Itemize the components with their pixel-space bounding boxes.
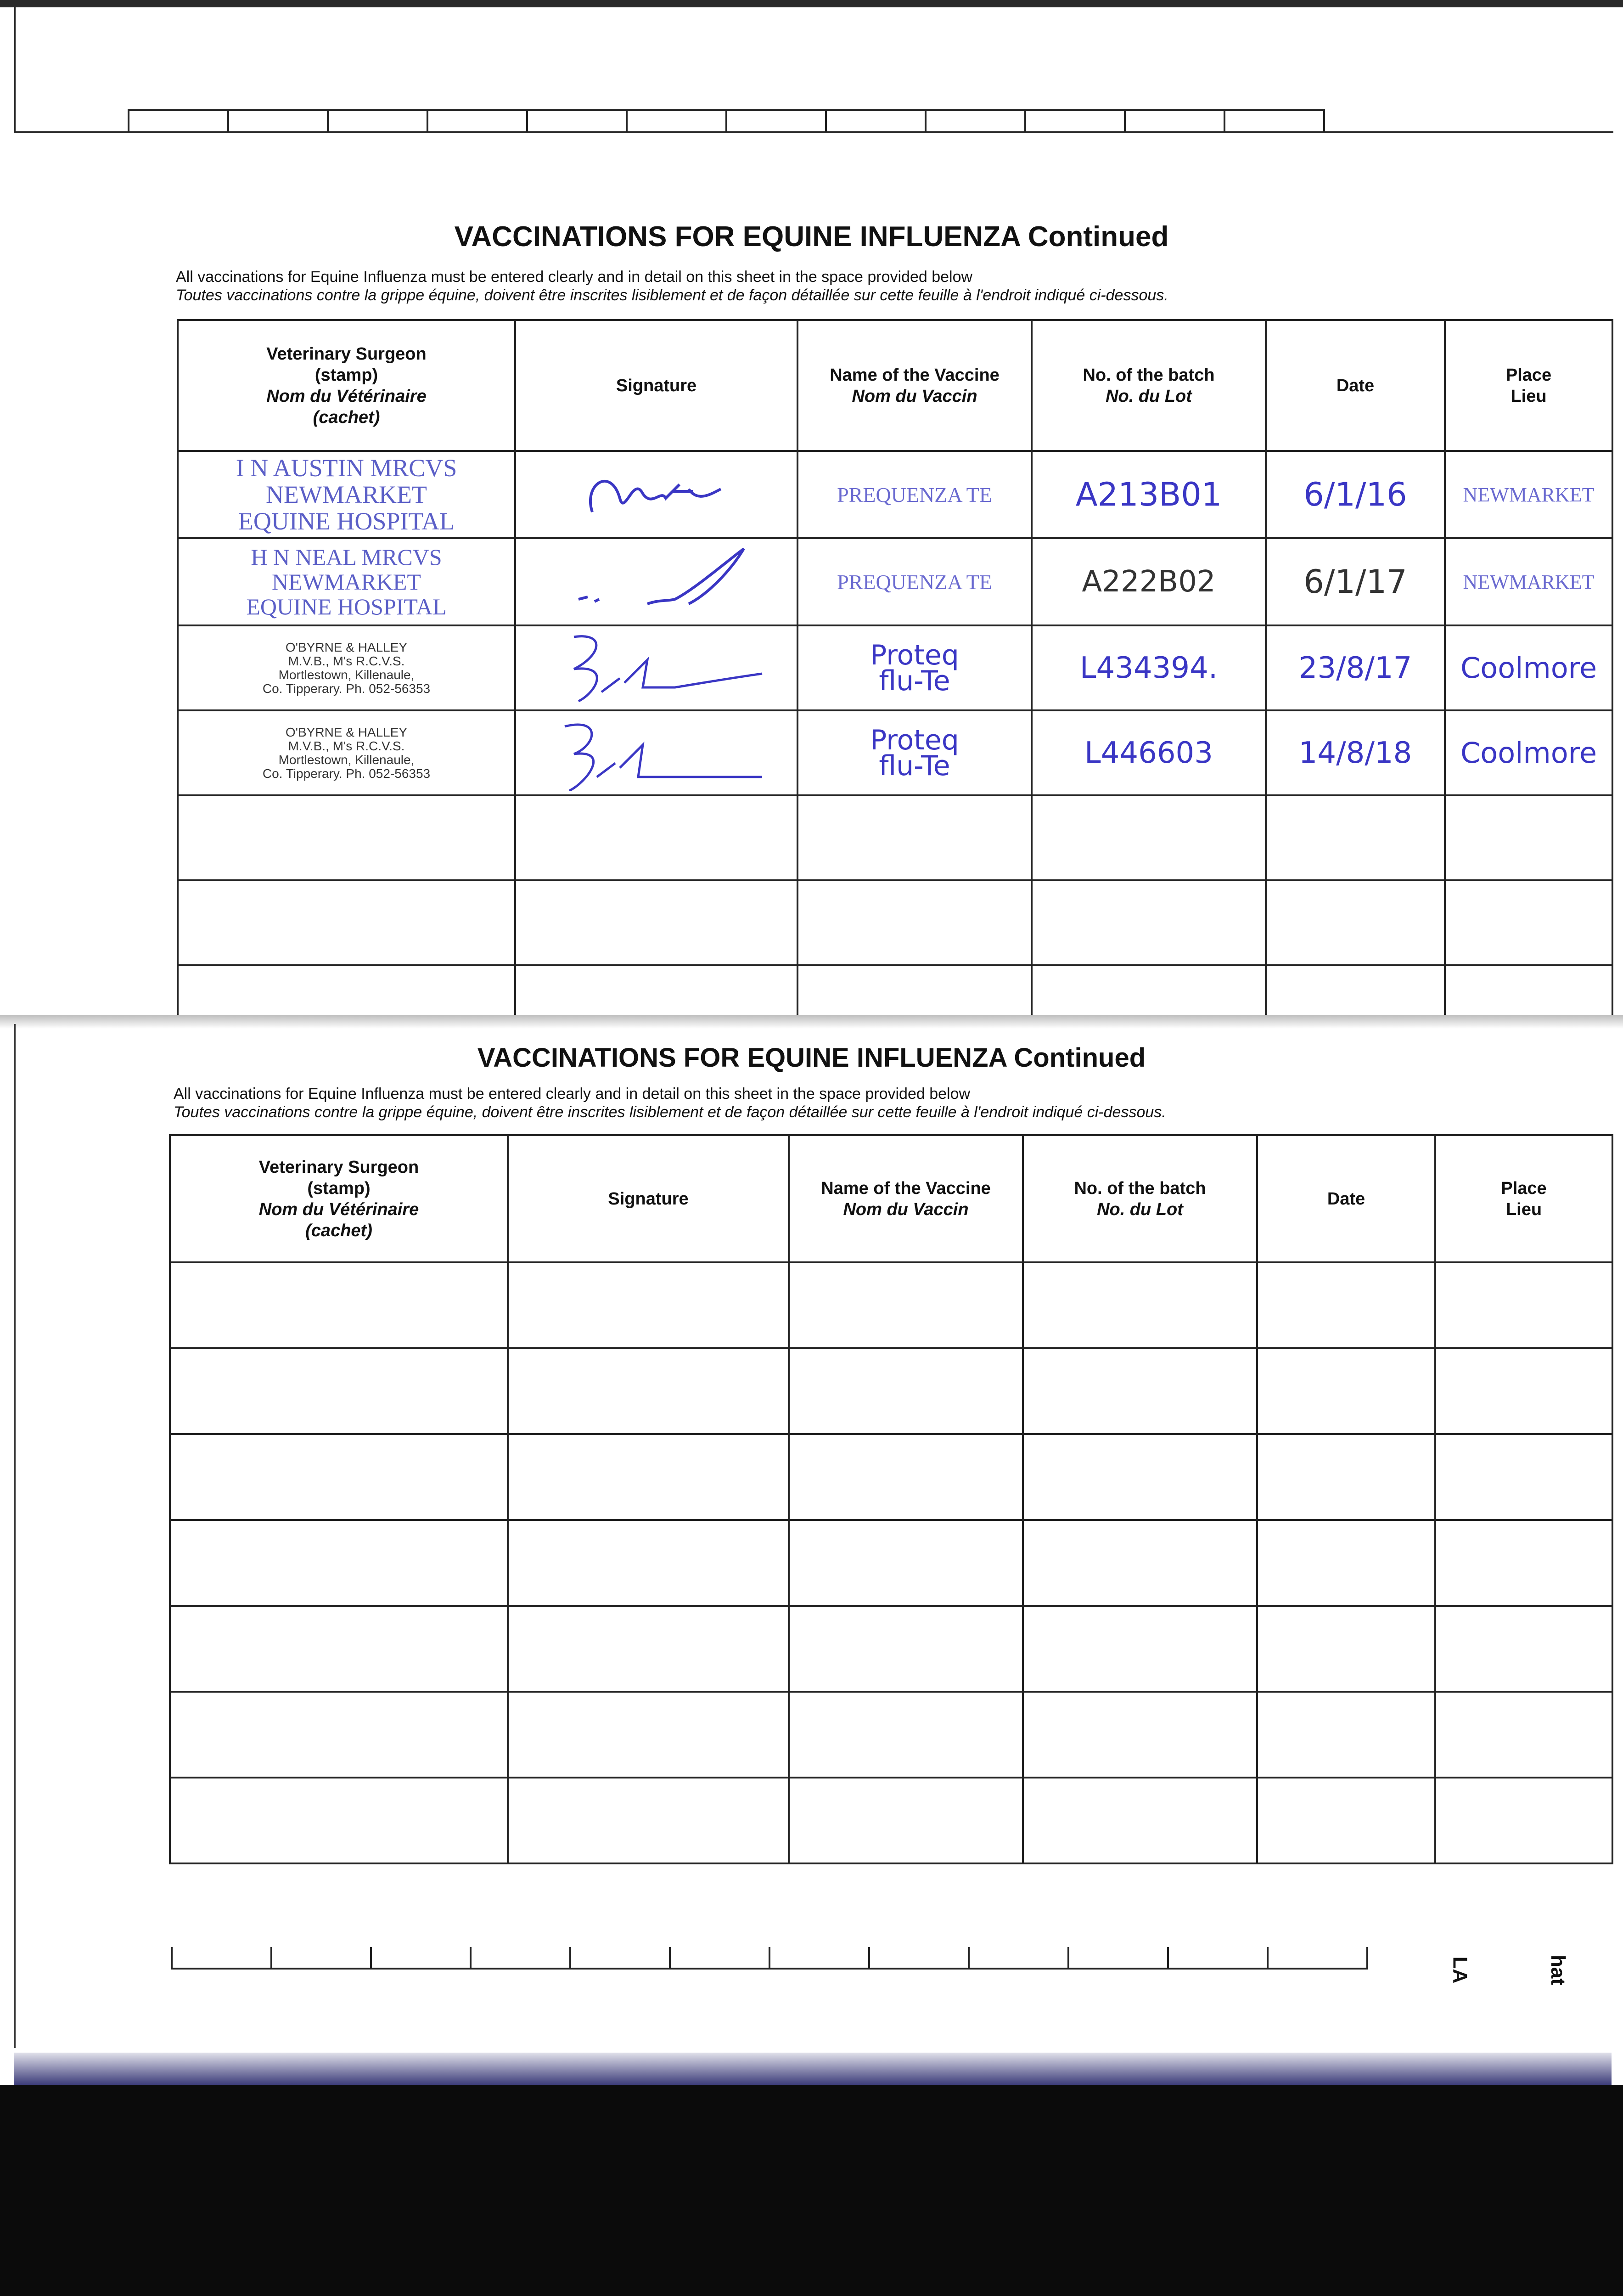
table-row	[170, 1606, 1612, 1692]
signature-cell	[515, 625, 797, 710]
vet-stamp: I N AUSTIN MRCVS NEWMARKET EQUINE HOSPITAL	[178, 451, 515, 538]
place-cell: NEWMARKET	[1445, 538, 1612, 625]
table-row	[170, 1778, 1612, 1863]
vaccination-table-upper	[177, 319, 1613, 1026]
vaccination-table-lower	[169, 1134, 1613, 1864]
date-cell: 23/8/17	[1266, 625, 1445, 710]
header-place: Place Lieu	[1445, 320, 1612, 451]
header-place: Place Lieu	[1435, 1135, 1612, 1262]
table-row	[170, 1262, 1612, 1348]
table-row	[170, 1434, 1612, 1520]
book-binding-edge	[14, 2053, 1612, 2085]
signature-cell	[515, 451, 797, 538]
table-row	[178, 795, 1612, 880]
instructions-en: All vaccinations for Equine Influenza must be entered clearly and in detail on this sheet in the space provided below	[174, 1085, 971, 1103]
date-cell: 6/1/16	[1266, 451, 1445, 538]
handwritten-signature	[574, 457, 739, 530]
table-row	[178, 880, 1612, 965]
vaccine-cell: Proteq flu-Te	[797, 625, 1032, 710]
table-row	[178, 710, 1612, 795]
vet-stamp: H N NEAL MRCVS NEWMARKET EQUINE HOSPITAL	[178, 538, 515, 625]
batch-cell: L434394.	[1032, 625, 1266, 710]
batch-cell: L446603	[1032, 710, 1266, 795]
header-vaccine: Name of the Vaccine Nom du Vaccin	[797, 320, 1032, 451]
instructions-fr: Toutes vaccinations contre la grippe équine, doivent être inscrites lisiblement et de façon détaillée sur cette feuille à l'endroit indiqué ci-dessous.	[174, 1103, 1166, 1121]
handwritten-signature	[546, 544, 767, 618]
batch-cell: A222B02	[1032, 538, 1266, 625]
table-header-row	[170, 1135, 1612, 1262]
scan-bottom-background	[0, 2085, 1623, 2296]
number-boxes-bottom	[171, 1947, 1368, 1970]
handwritten-signature	[546, 713, 767, 791]
header-batch: No. of the batch No. du Lot	[1032, 320, 1266, 451]
vaccine-cell: PREQUENZA TE	[797, 538, 1032, 625]
signature-cell	[515, 538, 797, 625]
date-cell: 14/8/18	[1266, 710, 1445, 795]
table-header-row	[178, 320, 1612, 451]
signature-cell	[515, 710, 797, 795]
page-title-lower: VACCINATIONS FOR EQUINE INFLUENZA Continued	[477, 1043, 1146, 1073]
vet-stamp: O'BYRNE & HALLEY M.V.B., M's R.C.V.S. Mortlestown, Killenaule, Co. Tipperary. Ph. 052-56353	[178, 625, 515, 710]
table-row	[178, 538, 1612, 625]
vet-stamp: O'BYRNE & HALLEY M.V.B., M's R.C.V.S. Mortlestown, Killenaule, Co. Tipperary. Ph. 052-56353	[178, 710, 515, 795]
side-text-hat: hat	[1547, 1955, 1569, 1985]
header-date: Date	[1266, 320, 1445, 451]
page-title-upper: VACCINATIONS FOR EQUINE INFLUENZA Continued	[454, 221, 1169, 253]
place-cell: Coolmore	[1445, 710, 1612, 795]
instructions-lower	[174, 1085, 1166, 1121]
vaccine-cell: Proteq flu-Te	[797, 710, 1032, 795]
header-batch: No. of the batch No. du Lot	[1023, 1135, 1257, 1262]
instructions-en: All vaccinations for Equine Influenza must be entered clearly and in detail on this sheet in the space provided below	[176, 268, 973, 286]
instructions-fr: Toutes vaccinations contre la grippe équine, doivent être inscrites lisiblement et de façon détaillée sur cette feuille à l'endroit indiqué ci-dessous.	[176, 287, 1168, 304]
number-boxes-top	[128, 109, 1325, 132]
table-row	[170, 1348, 1612, 1434]
side-text-la: LA	[1449, 1956, 1471, 1984]
scan-top-edge	[0, 0, 1623, 7]
header-vet: Veterinary Surgeon (stamp) Nom du Vétérinaire (cachet)	[178, 320, 515, 451]
header-date: Date	[1257, 1135, 1435, 1262]
table-row	[178, 625, 1612, 710]
header-signature: Signature	[515, 320, 797, 451]
place-cell: NEWMARKET	[1445, 451, 1612, 538]
handwritten-signature	[546, 628, 767, 706]
table-row	[178, 451, 1612, 538]
table-row	[170, 1520, 1612, 1606]
place-cell: Coolmore	[1445, 625, 1612, 710]
table-row	[170, 1692, 1612, 1778]
header-vaccine: Name of the Vaccine Nom du Vaccin	[789, 1135, 1023, 1262]
batch-cell: A213B01	[1032, 451, 1266, 538]
instructions-upper	[176, 268, 1168, 304]
vaccine-cell: PREQUENZA TE	[797, 451, 1032, 538]
date-cell: 6/1/17	[1266, 538, 1445, 625]
header-signature: Signature	[508, 1135, 789, 1262]
header-vet: Veterinary Surgeon (stamp) Nom du Vétérinaire (cachet)	[170, 1135, 508, 1262]
previous-page-fragment	[14, 7, 1613, 133]
